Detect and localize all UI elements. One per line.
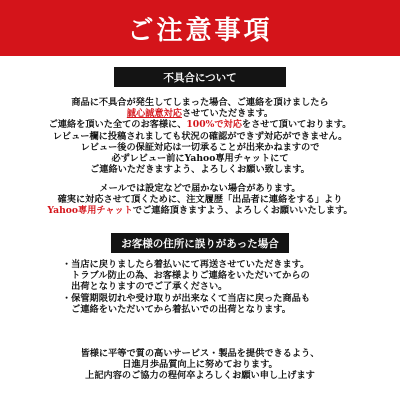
text-line: レビュー後の保証対応は一切承ることが出来かねますので xyxy=(80,141,320,153)
contact-method-text xyxy=(6,183,394,217)
text-line: ・保管期限切れや受け取りが出来なくて当店に戻った商品も xyxy=(62,292,311,304)
text-line: ご連絡をいただいてから着払いでの出荷となります。 xyxy=(62,303,291,315)
section-heading-defects xyxy=(114,67,286,87)
text-line: 皆様に平等で質の高いサービス・製品を提供できるよう、 xyxy=(80,348,320,359)
section-heading-label: お客様の住所に誤りがあった場合 xyxy=(121,237,279,250)
text-line: 上記内容のご協力の程何卒よろしくお願い申し上げます xyxy=(85,370,315,382)
highlight-text: 100%で対応 xyxy=(186,119,242,131)
text-line: 必ずレビュー前にYahoo専用チャットにて xyxy=(111,152,289,164)
section-heading-label: 不具合について xyxy=(163,71,237,84)
text-line: ご連絡いただきますよう、よろしくお願い致します。 xyxy=(90,164,310,176)
closing-text xyxy=(6,348,394,382)
text-line: 誠心誠意対応させていただきます。 xyxy=(126,108,274,120)
text-line: レビュー欄に投稿されましても状況の確認ができず対応ができません。 xyxy=(52,130,348,142)
text-line: 商品に不具合が発生してしまった場合、ご連絡を頂けましたら xyxy=(71,97,329,108)
text-line: ・当店に戻りましたら着払いにて再送させていただきます。 xyxy=(62,259,310,270)
section-heading-address xyxy=(111,233,289,253)
text-line: メールでは設定などで届かない場合があります。 xyxy=(99,183,301,194)
text-line: ご連絡を頂いた全てのお客様に、100%で対応をさせて頂いております。 xyxy=(48,119,352,131)
defects-text xyxy=(6,97,394,175)
address-error-text xyxy=(62,259,392,315)
title-banner xyxy=(0,0,400,56)
text-line: 出荷となりますのでご了承ください。 xyxy=(62,281,228,293)
text-line: 確実に対応させて頂くために、注文履歴「出品者に連絡をする」より xyxy=(57,194,343,206)
text-line: 日進月歩品質向上に努めております。 xyxy=(122,359,278,371)
highlight-text: 誠心誠意対応 xyxy=(126,108,182,120)
text-line: Yahoo専用チャットでご連絡頂きますよう、よろしくお願いいたします。 xyxy=(47,205,353,217)
highlight-text: Yahoo専用チャット xyxy=(47,205,133,217)
page-title: ご注意事項 xyxy=(127,15,273,46)
text-line: トラブル防止の為、お客様よりご連絡をいただいてからの xyxy=(62,270,310,282)
